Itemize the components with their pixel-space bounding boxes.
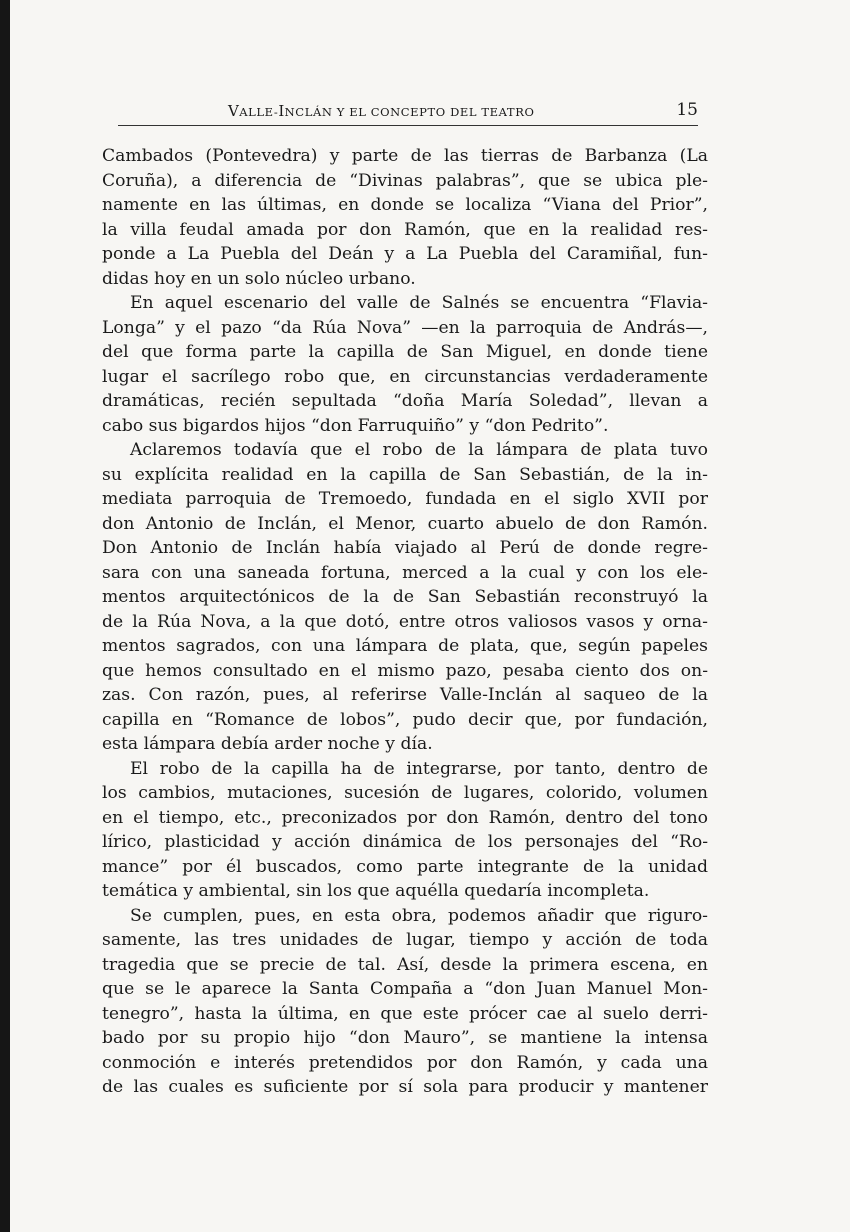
text-line: Aclaremos todavía que el robo de la lámpara de plata tuvo bbox=[130, 440, 708, 460]
text-line: de las cuales es suficiente por sí sola para producir y mantener bbox=[102, 1077, 708, 1097]
running-head-part-1: ALLE- bbox=[239, 105, 279, 119]
text-line: bado por su propio hijo “don Mauro”, se mantiene la intensa bbox=[102, 1028, 708, 1048]
running-head bbox=[228, 102, 534, 120]
text-line: de la Rúa Nova, a la que dotó, entre otros valiosos vasos y orna- bbox=[102, 611, 708, 632]
text-line: didas hoy en un solo núcleo urbano. bbox=[102, 268, 416, 289]
text-line: Cambados (Pontevedra) y parte de las tierras de Barbanza (La bbox=[102, 146, 708, 166]
text-line: ponde a La Puebla del Deán y a La Puebla del Caramiñal, fun- bbox=[102, 244, 708, 264]
page-number: 15 bbox=[676, 100, 698, 120]
text-line: capilla en “Romance de lobos”, pudo decir que, por fundación, bbox=[102, 709, 708, 730]
text-line: la villa feudal amada por don Ramón, que en la realidad res- bbox=[102, 219, 708, 240]
text-line: su explícita realidad en la capilla de San Sebastián, de la in- bbox=[102, 464, 708, 485]
text-line: Se cumplen, pues, en esta obra, podemos añadir que riguro- bbox=[130, 905, 708, 926]
text-line: en el tiempo, etc., preconizados por don Ramón, dentro del tono bbox=[102, 807, 708, 828]
text-line: lírico, plasticidad y acción dinámica de los personajes del “Ro- bbox=[102, 832, 708, 852]
text-line: cabo sus bigardos hijos “don Farruquiño” y “don Pedrito”. bbox=[102, 415, 609, 436]
text-line: esta lámpara debía arder noche y día. bbox=[102, 734, 433, 754]
text-line: mance” por él buscados, como parte integrante de la unidad bbox=[102, 856, 708, 877]
text-line: que hemos consultado en el mismo pazo, pesaba ciento dos on- bbox=[102, 660, 708, 681]
page-header bbox=[100, 100, 700, 126]
running-head-initial-1: V bbox=[228, 102, 240, 120]
text-line: Longa” y el pazo “da Rúa Nova” —en la parroquia de András—, bbox=[102, 317, 708, 338]
text-line: mentos sagrados, con una lámpara de plata, que, según papeles bbox=[102, 636, 708, 656]
text-line: dramáticas, recién sepultada “doña María Soledad”, llevan a bbox=[102, 391, 708, 411]
text-line: conmoción e interés pretendidos por don Ramón, y cada una bbox=[102, 1052, 708, 1073]
text-line: En aquel escenario del valle de Salnés se encuentra “Flavia- bbox=[130, 293, 708, 313]
header-rule bbox=[118, 125, 698, 126]
text-line: los cambios, mutaciones, sucesión de lugares, colorido, volumen bbox=[102, 783, 708, 803]
running-head-initial-2: I bbox=[278, 102, 285, 120]
running-head-part-2: NCLÁN Y EL CONCEPTO DEL TEATRO bbox=[284, 105, 535, 119]
text-line: del que forma parte la capilla de San Miguel, en donde tiene bbox=[102, 342, 708, 362]
text-line: Coruña), a diferencia de “Divinas palabras”, que se ubica ple- bbox=[102, 170, 708, 191]
text-line: sara con una saneada fortuna, merced a la cual y con los ele- bbox=[102, 562, 708, 583]
text-line: zas. Con razón, pues, al referirse Valle-Inclán al saqueo de la bbox=[102, 685, 708, 705]
body-text bbox=[102, 144, 708, 1100]
text-line: don Antonio de Inclán, el Menor, cuarto abuelo de don Ramón. bbox=[102, 513, 708, 534]
text-line: mentos arquitectónicos de la de San Sebastián reconstruyó la bbox=[102, 587, 708, 607]
text-line: samente, las tres unidades de lugar, tiempo y acción de toda bbox=[102, 930, 708, 950]
text-line: mediata parroquia de Tremoedo, fundada en el siglo XVII por bbox=[102, 489, 708, 509]
text-line: Don Antonio de Inclán había viajado al Perú de donde regre- bbox=[102, 538, 708, 558]
text-line: lugar el sacrílego robo que, en circunstancias verdaderamente bbox=[102, 366, 708, 387]
text-line: que se le aparece la Santa Compaña a “don Juan Manuel Mon- bbox=[102, 979, 708, 999]
text-line: tenegro”, hasta la última, en que este prócer cae al suelo derri- bbox=[102, 1003, 708, 1024]
text-line: namente en las últimas, en donde se localiza “Viana del Prior”, bbox=[102, 195, 708, 215]
text-line: temática y ambiental, sin los que aquélla quedaría incompleta. bbox=[102, 881, 650, 901]
text-line: tragedia que se precie de tal. Así, desde la primera escena, en bbox=[102, 954, 708, 975]
text-line: El robo de la capilla ha de integrarse, por tanto, dentro de bbox=[130, 758, 708, 779]
book-spine-edge bbox=[0, 0, 10, 1232]
